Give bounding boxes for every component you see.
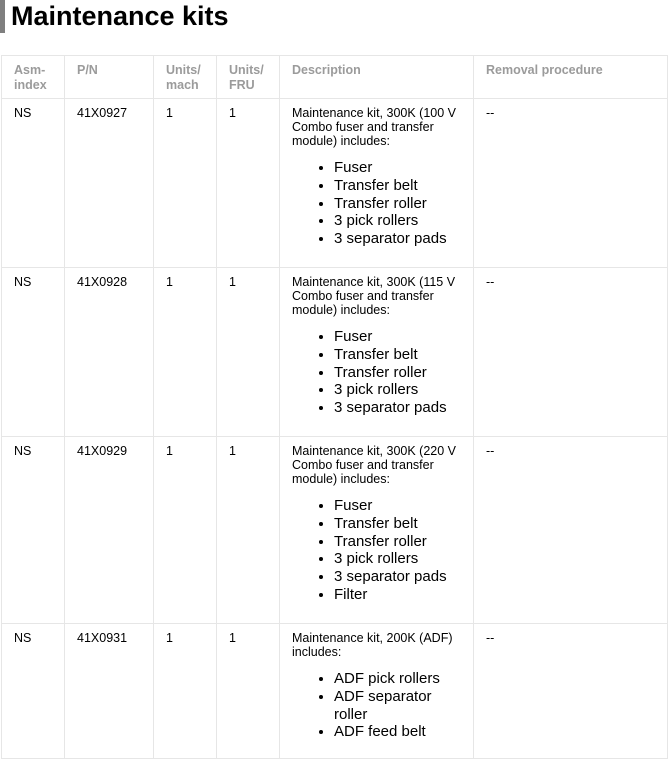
list-item: • ADF feed belt [334,723,461,741]
removal-procedure-cell: -- [474,268,668,437]
list-item: • 3 pick rollers [334,550,461,568]
maintenance-kits-table [1,55,668,759]
asm-index-cell: NS [2,99,65,268]
list-item: • Filter [334,586,461,604]
part-number-cell: 41X0928 [65,268,154,437]
list-item: • Transfer roller [334,195,461,213]
units-fru-cell: 1 [217,268,280,437]
table-row [2,624,668,759]
removal-procedure-cell: -- [474,99,668,268]
column-header-removal-procedure: Removal procedure [474,56,668,99]
column-header-units-fru: Units/ FRU [217,56,280,99]
list-item: • 3 separator pads [334,568,461,586]
part-number-cell: 41X0931 [65,624,154,759]
units-mach-cell: 1 [154,437,217,624]
list-item: • Transfer belt [334,177,461,195]
asm-index-cell: NS [2,437,65,624]
units-mach-cell: 1 [154,99,217,268]
list-item: • Transfer roller [334,533,461,551]
list-item: • Fuser [334,159,461,177]
units-mach-cell: 1 [154,268,217,437]
list-item: • Fuser [334,497,461,515]
page-title: Maintenance kits [0,0,229,33]
table-header-row [2,56,668,99]
included-items-list [292,670,461,741]
list-item: • 3 pick rollers [334,212,461,230]
column-header-description: Description [280,56,474,99]
list-item: • 3 pick rollers [334,381,461,399]
description-cell [280,99,474,268]
description-cell [280,268,474,437]
column-header-units-mach: Units/ mach [154,56,217,99]
list-item: • ADF pick rollers [334,670,461,688]
units-fru-cell: 1 [217,624,280,759]
list-item: • Transfer roller [334,364,461,382]
description-text: Maintenance kit, 300K (100 V Combo fuser and transfer module) includes: [292,106,456,148]
part-number-cell: 41X0927 [65,99,154,268]
description-cell [280,437,474,624]
description-cell [280,624,474,759]
column-header-asm-index: Asm-index [2,56,65,99]
column-header-pn: P/N [65,56,154,99]
description-text: Maintenance kit, 300K (115 V Combo fuser and transfer module) includes: [292,275,456,317]
table-row [2,268,668,437]
asm-index-cell: NS [2,624,65,759]
included-items-list [292,497,461,604]
table-row [2,99,668,268]
included-items-list [292,328,461,417]
list-item: • 3 separator pads [334,399,461,417]
asm-index-cell: NS [2,268,65,437]
removal-procedure-cell: -- [474,437,668,624]
list-item: • Transfer belt [334,346,461,364]
part-number-cell: 41X0929 [65,437,154,624]
removal-procedure-cell: -- [474,624,668,759]
list-item: • Transfer belt [334,515,461,533]
list-item: • Fuser [334,328,461,346]
units-fru-cell: 1 [217,437,280,624]
table-row [2,437,668,624]
list-item: • ADF separator roller [334,688,461,724]
description-text: Maintenance kit, 200K (ADF) includes: [292,631,453,659]
list-item: • 3 separator pads [334,230,461,248]
units-fru-cell: 1 [217,99,280,268]
description-text: Maintenance kit, 300K (220 V Combo fuser and transfer module) includes: [292,444,456,486]
included-items-list [292,159,461,248]
units-mach-cell: 1 [154,624,217,759]
